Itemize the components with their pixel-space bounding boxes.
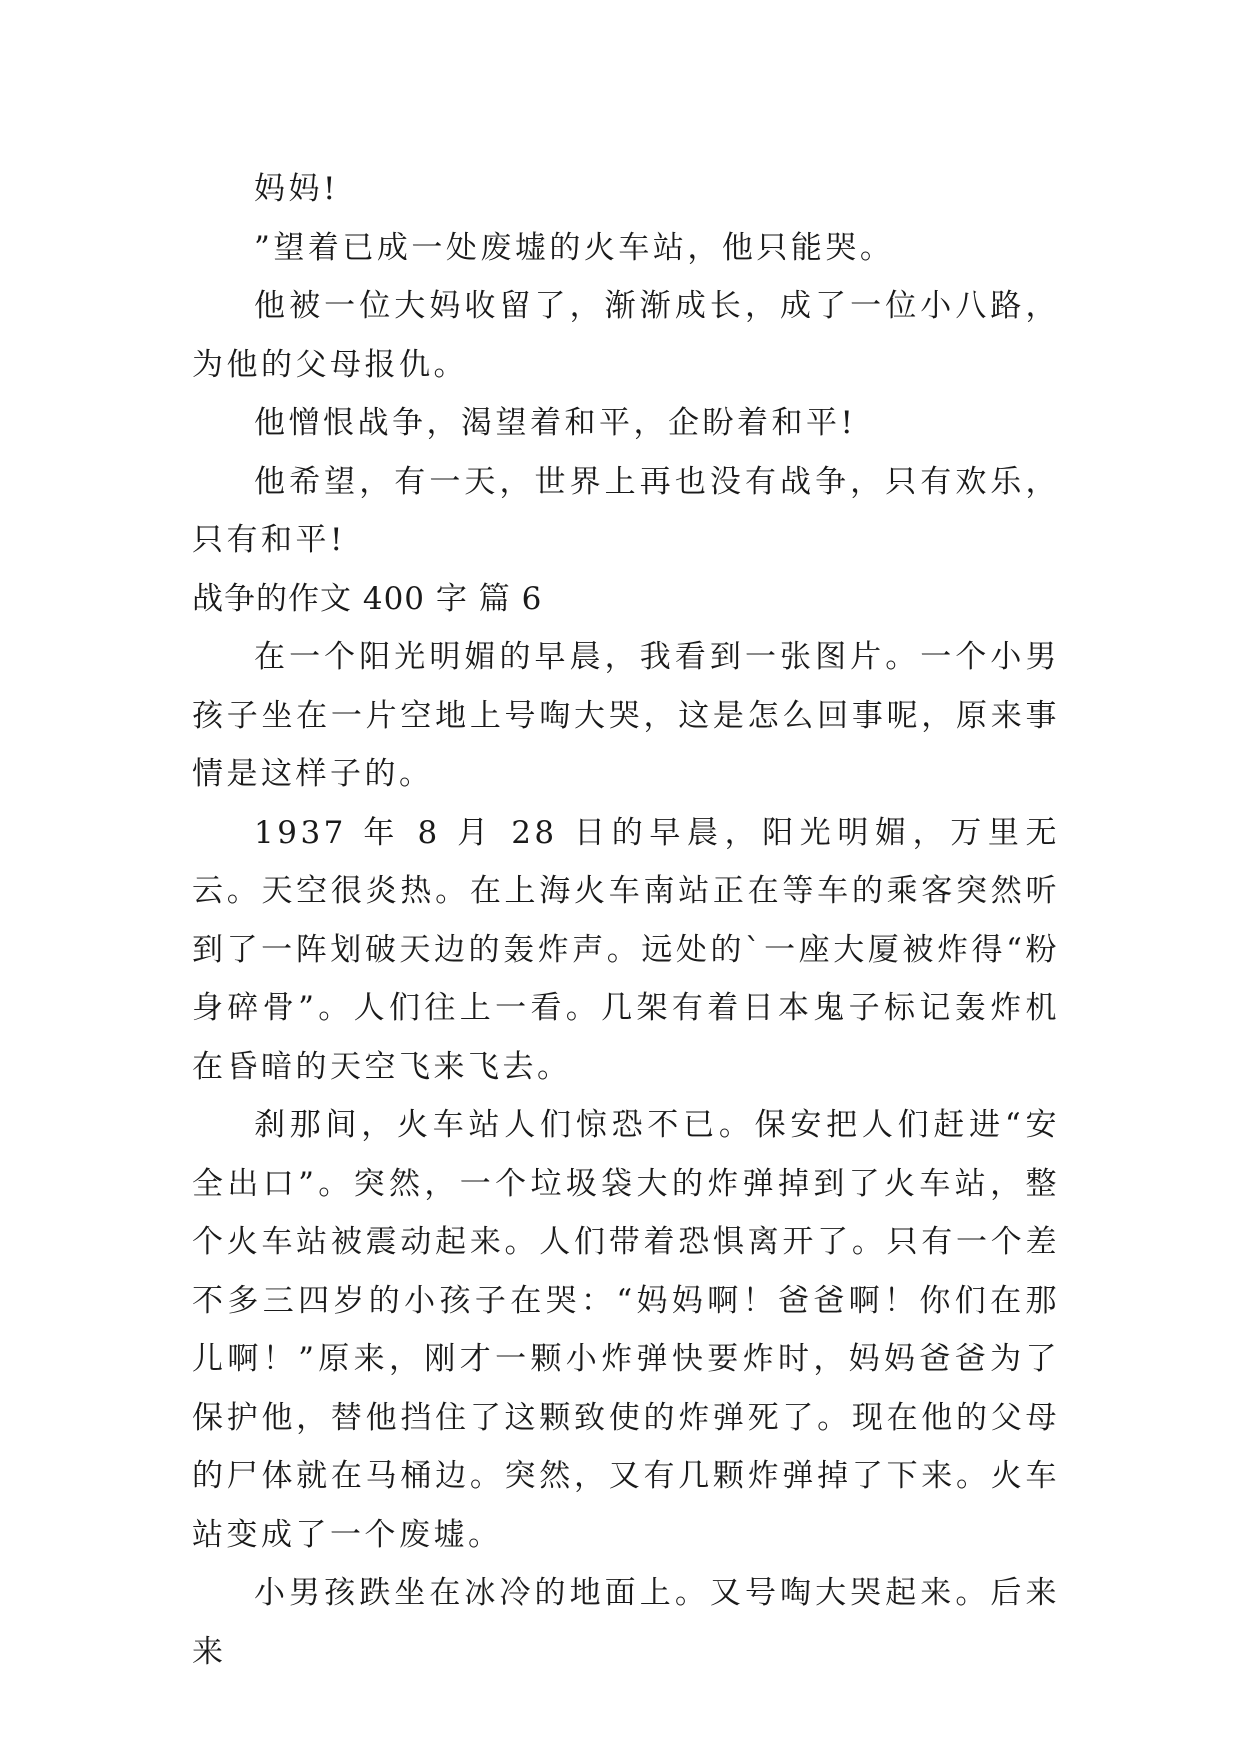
paragraph-1: 妈妈! (254, 171, 339, 207)
paragraph-5: 他希望，有一天，世界上再也没有战争，只有欢乐，只有和平! (192, 463, 1060, 558)
paragraph-7: 1937 年 8 月 28 日的早晨，阳光明媚，万里无云。天空很炎热。在上海火车南站正在等车的乘客突然听到了一阵划破天边的轰炸声。远处的`一座大厦被炸得“粉身碎骨”。人们往上一看。几架有着日本鬼子标记轰炸机在昏暗的天空飞来飞去。 (192, 814, 1060, 1085)
paragraph-2: ”望着已成一处废墟的火车站，他只能哭。 (254, 229, 895, 266)
document-page (192, 160, 1060, 1681)
paragraph-3: 他被一位大妈收留了，渐渐成长，成了一位小八路，为他的父母报仇。 (192, 288, 1060, 383)
section-heading: 战争的作文 400 字 篇 6 (192, 580, 543, 617)
paragraph-8: 刹那间，火车站人们惊恐不已。保安把人们赶进“安全出口”。突然，一个垃圾袋大的炸弹掉到了火车站，整个火车站被震动起来。人们带着恐惧离开了。只有一个差不多三四岁的小孩子在哭：“妈妈啊！爸爸啊！你们在那儿啊！”原来，刚才一颗小炸弹快要炸时，妈妈爸爸为了保护他，替他挡住了这颗致使的炸弹死了。现在他的父母的尸体就在马桶边。突然，又有几颗炸弹掉了下来。火车站变成了一个废墟。 (192, 1107, 1060, 1553)
paragraph-9: 小男孩跌坐在冰冷的地面上。又号啕大哭起来。后来来 (192, 1575, 1060, 1670)
paragraph-4: 他憎恨战争，渴望着和平，企盼着和平! (254, 405, 857, 441)
paragraph-6: 在一个阳光明媚的早晨，我看到一张图片。一个小男孩子坐在一片空地上号啕大哭，这是怎么回事呢，原来事情是这样子的。 (192, 639, 1060, 792)
